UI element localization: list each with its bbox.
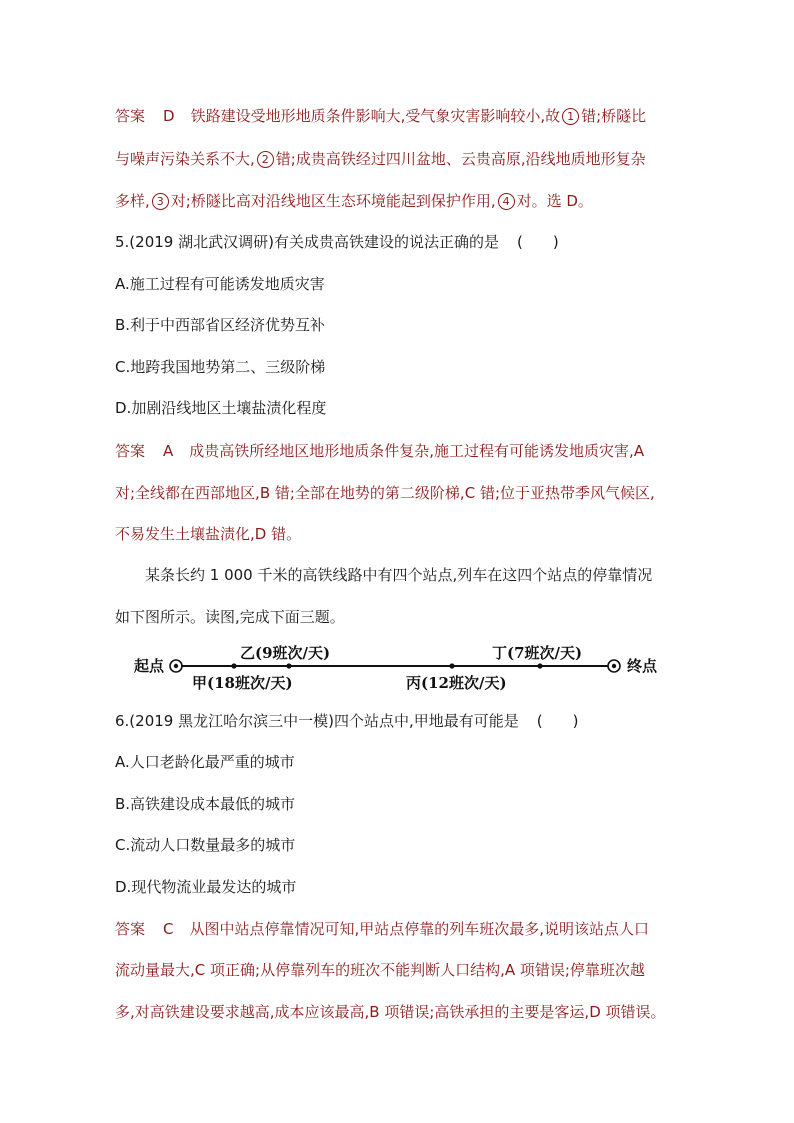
answer-label: 答案 [115, 107, 146, 125]
answer-text: 对。选 D。 [516, 192, 593, 210]
answer-4-line-3 [115, 189, 680, 213]
answer-6-line-1 [115, 917, 680, 941]
answer-4-line-2 [115, 147, 680, 171]
question-6-option-b: B.高铁建设成本最低的城市 [115, 795, 296, 813]
station-label-ding: 丁(7班次/天) [492, 644, 583, 662]
answer-text: 成贵高铁所经地区地形地质条件复杂,施工过程有可能诱发地质灾害,A [189, 442, 645, 460]
answer-letter: D [163, 107, 175, 125]
question-text: 5.(2019 湖北武汉调研)有关成贵高铁建设的说法正确的是 [115, 233, 499, 251]
question-5-option-c: C.地跨我国地势第二、三级阶梯 [115, 358, 326, 376]
answer-5-line-3: 不易发生土壤盐渍化,D 错。 [115, 525, 302, 543]
end-label: 终点 [627, 657, 658, 675]
station-dot-ding [537, 663, 542, 668]
question-text: 6.(2019 黑龙江哈尔滨三中一模)四个站点中,甲地最有可能是 [115, 712, 519, 730]
circled-number: 4 [498, 193, 515, 210]
question-6-stem [115, 709, 680, 733]
answer-text: 从图中站点停靠情况可知,甲站点停靠的列车班次最多,说明该站点人口 [189, 920, 650, 938]
answer-text: 对;桥隧比高对沿线地区生态环境能起到保护作用, [170, 192, 496, 210]
answer-6-line-2: 流动量最大,C 项正确;从停靠列车的班次不能判断人口结构,A 项错误;停靠班次越 [115, 961, 645, 979]
question-5-option-b: B.利于中西部省区经济优势互补 [115, 316, 326, 334]
answer-4-line-1 [115, 104, 680, 128]
circled-number: 1 [562, 108, 579, 125]
circled-number: 2 [257, 151, 274, 168]
answer-text: 铁路建设受地形地质条件影响大,受气象灾害影响较小,故 [190, 107, 561, 125]
intro-line-1: 某条长约 1 000 千米的高铁线路中有四个站点,列车在这四个站点的停靠情况 [145, 566, 653, 584]
end-marker-dot [612, 664, 616, 668]
question-5-option-a: A.施工过程有可能诱发地质灾害 [115, 275, 325, 293]
answer-text: 错;桥隧比 [581, 107, 647, 125]
answer-blank: ( ) [516, 233, 559, 251]
question-5-option-d: D.加剧沿线地区土壤盐渍化程度 [115, 399, 327, 417]
station-dot-jia [231, 663, 236, 668]
start-marker-dot [174, 664, 178, 668]
answer-label: 答案 [115, 920, 146, 938]
answer-6-line-3: 多,对高铁建设要求越高,成本应该最高,B 项错误;高铁承担的主要是客运,D 项错误。 [115, 1003, 666, 1021]
answer-letter: C [163, 920, 174, 938]
intro-line-2: 如下图所示。读图,完成下面三题。 [115, 608, 345, 626]
railway-diagram [130, 638, 670, 698]
question-6-option-d: D.现代物流业最发达的城市 [115, 878, 297, 896]
answer-5-line-1 [115, 439, 680, 463]
station-label-bing: 丙(12班次/天) [406, 674, 507, 692]
answer-letter: A [163, 442, 174, 460]
answer-text: 与噪声污染关系不大, [115, 150, 255, 168]
circled-number: 3 [152, 193, 169, 210]
station-label-jia: 甲(18班次/天) [192, 674, 293, 692]
station-dot-bing [449, 663, 454, 668]
answer-text: 多样, [115, 192, 150, 210]
answer-blank: ( ) [536, 712, 579, 730]
question-6-option-c: C.流动人口数量最多的城市 [115, 836, 296, 854]
answer-5-line-2: 对;全线都在西部地区,B 错;全部在地势的第二级阶梯,C 错;位于亚热带季风气候区, [115, 484, 655, 502]
answer-text: 错;成贵高铁经过四川盆地、云贵高原,沿线地质地形复杂 [275, 150, 646, 168]
question-5-stem [115, 230, 680, 254]
question-6-option-a: A.人口老龄化最严重的城市 [115, 753, 295, 771]
station-label-yi: 乙(9班次/天) [240, 644, 331, 662]
station-dot-yi [286, 663, 291, 668]
start-label: 起点 [134, 657, 165, 675]
answer-label: 答案 [115, 442, 146, 460]
